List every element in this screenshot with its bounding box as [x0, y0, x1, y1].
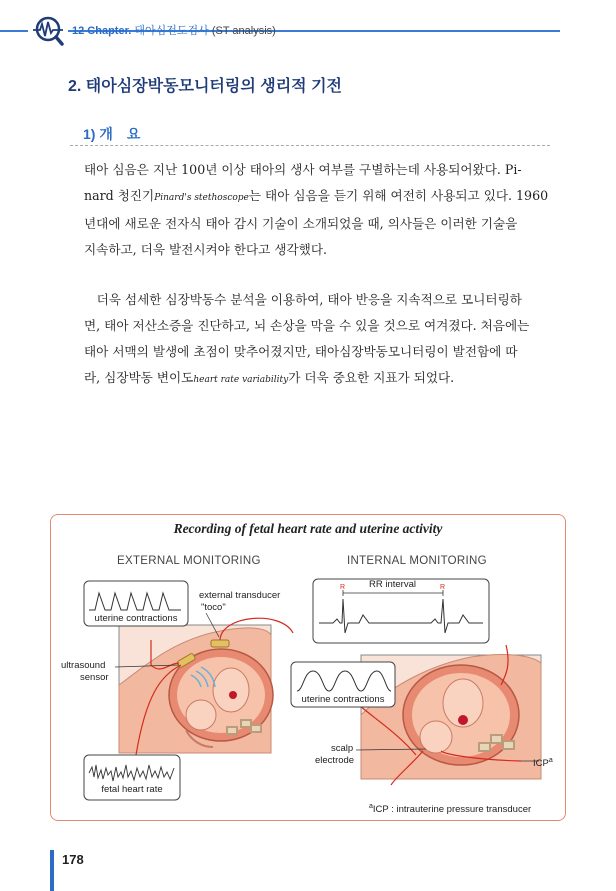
paragraph-line: 태아 서맥의 발생에 초점이 맞추어졌지만, 태아심장박동모니터링이 발전함에 따: [84, 344, 518, 359]
figure-footnote: [369, 801, 531, 815]
chapter-header: [72, 22, 276, 38]
page-number: 178: [62, 852, 84, 867]
heartbeat-magnifier-icon: [28, 14, 68, 48]
paragraph-line: 지속하고, 더욱 발전시켜야 한다고 생각했다.: [84, 242, 327, 257]
internal-monitoring-heading: INTERNAL MONITORING: [347, 555, 487, 567]
r-peak-label-1: R: [340, 584, 346, 591]
section-title: 2. 태아심장박동모니터링의 생리적 기전: [68, 78, 342, 95]
chapter-title: 태아심전도검사: [134, 25, 209, 37]
scalp-label: scalp: [331, 743, 354, 754]
toco-label: "toco": [201, 602, 226, 613]
icp-label: [533, 755, 553, 769]
external-transducer-label: external transducer: [199, 590, 281, 601]
text-run: 가 더욱 중요한 지표가 되었다.: [288, 370, 455, 385]
sensor-label: sensor: [80, 672, 109, 683]
chapter-number: 12 Chapter.: [72, 25, 132, 37]
footnote-marker: a: [369, 803, 373, 810]
italic-annotation: Pinard's stethoscope: [154, 193, 249, 203]
footnote-text: ICP : intrauterine pressure transducer: [372, 804, 532, 816]
paragraph-2: [84, 287, 546, 393]
paragraph-line: 태아 심음은 지난 100년 이상 태아의 생사 여부를 구별하는데 사용되어왔다. Pi-: [84, 162, 522, 177]
uterine-contractions-label-external: uterine contractions: [87, 613, 185, 624]
fetal-monitoring-figure: [50, 514, 566, 821]
paragraph-line: 더욱 섬세한 심장박동수 분석을 이용하여, 태아 반응을 지속적으로 모니터링하: [84, 292, 522, 307]
fetal-heart-rate-label: fetal heart rate: [89, 784, 175, 795]
paragraph-line: 면, 태아 저산소증을 진단하고, 뇌 손상을 막을 수 있을 것으로 여겨졌다. 처음에는: [84, 318, 530, 333]
subsection-title: 1) 개 요: [83, 126, 141, 142]
text-run: 는 태아 심음을 듣기 위해 여전히 사용되고 있다. 1960: [248, 188, 549, 203]
icp-text: ICP: [533, 758, 549, 770]
external-monitoring-heading: EXTERNAL MONITORING: [117, 555, 261, 567]
text-run: nard 청진기: [84, 188, 155, 203]
icp-superscript: a: [548, 757, 553, 764]
subsection-divider: [70, 145, 550, 146]
uterine-contractions-label-internal: uterine contractions: [295, 694, 391, 705]
r-peak-label-2: R: [440, 584, 446, 591]
figure-title: Recording of fetal heart rate and uterine activity: [173, 521, 443, 536]
page-number-bar: [50, 850, 54, 891]
chapter-subtitle: (ST analysis): [211, 25, 276, 37]
paragraph-line: [84, 365, 546, 393]
electrode-label: electrode: [315, 755, 355, 766]
paragraph-line: 년대에 새로운 전자식 태아 감시 기술이 소개되었을 때, 의사들은 이러한 기술을: [84, 216, 518, 231]
paragraph-1: [84, 157, 549, 263]
italic-annotation: heart rate variability: [193, 375, 289, 385]
rr-interval-label: RR interval: [369, 579, 416, 590]
text-run: 라, 심장박동 변이도: [84, 370, 194, 385]
ultrasound-label: ultrasound: [61, 660, 106, 671]
paragraph-line: [84, 183, 549, 211]
